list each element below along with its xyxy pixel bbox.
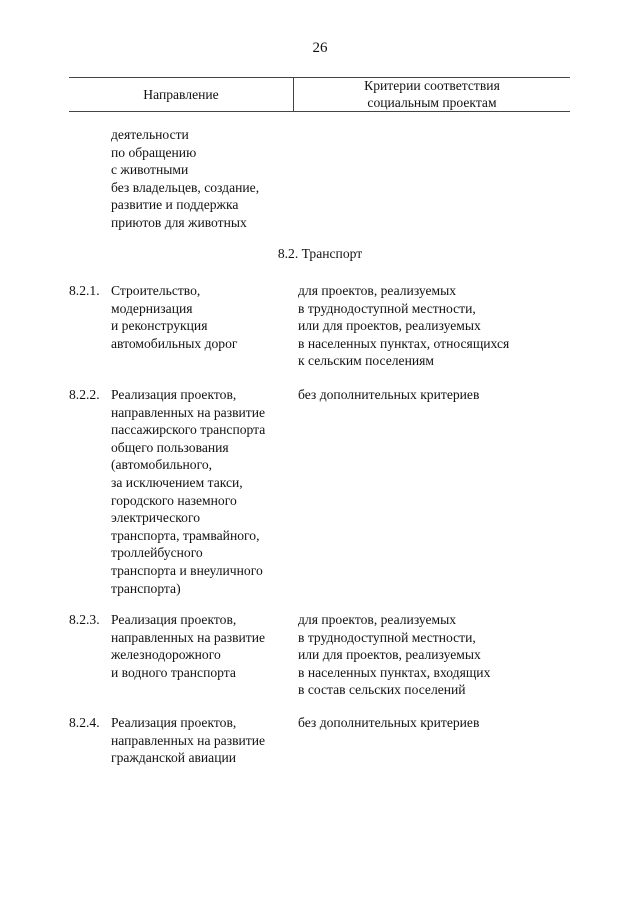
row-number: 8.2.2. [69,387,100,402]
direction-line: и водного транспорта [111,664,236,680]
direction-line: направленных на развитие [111,732,266,748]
criteria-line: без дополнительных критериев [298,387,480,402]
row-criteria [298,714,479,732]
criteria-line: к сельским поселениям [298,353,434,369]
direction-line: за исключением такси, [111,474,243,490]
direction-line: гражданской авиации [111,750,237,766]
criteria-line: в состав сельских поселений [298,682,466,698]
direction-line: модернизация [111,300,193,316]
direction-line: троллейбусного [111,545,203,561]
direction-line: городского наземного [111,492,237,508]
criteria-line: в труднодоступной местности, [298,629,476,645]
section-title: 8.2. Транспорт [277,246,363,261]
continuation-text [111,126,259,232]
row-number: 8.2.1. [69,283,100,298]
row-direction [111,714,265,767]
direction-line: направленных на развитие [111,404,266,420]
row-number: 8.2.4. [69,715,100,730]
header-criteria-line: Критерии соответствия [364,78,500,93]
direction-line: Реализация проектов, [111,387,237,402]
row-direction [111,282,237,352]
row-criteria [298,611,490,699]
direction-line: Строительство, [111,283,201,298]
continuation-line: развитие и поддержка [111,197,239,213]
row-direction [111,611,265,681]
criteria-line: в труднодоступной местности, [298,300,476,316]
criteria-line: для проектов, реализуемых [298,283,457,298]
criteria-line: без дополнительных критериев [298,715,480,730]
direction-line: железнодорожного [111,647,221,663]
direction-line: транспорта и внеуличного [111,562,263,578]
direction-line: общего пользования [111,439,229,455]
header-criteria-line: социальным проектам [367,95,497,110]
direction-line: направленных на развитие [111,629,266,645]
row-criteria [298,386,479,404]
direction-line: (автомобильного, [111,457,213,473]
criteria-line: или для проектов, реализуемых [298,647,481,663]
continuation-line: деятельности [111,127,189,142]
direction-line: транспорта) [111,580,181,596]
header-bottom-rule [69,111,570,112]
direction-line: и реконструкция [111,318,208,334]
continuation-line: с животными [111,162,189,178]
row-criteria [298,282,509,370]
page-number: 26 [312,40,328,56]
continuation-line: без владельцев, создание, [111,179,260,195]
continuation-line: приютов для животных [111,214,247,230]
criteria-line: в населенных пунктах, относящихся [298,335,510,351]
criteria-line: в населенных пунктах, входящих [298,664,491,680]
header-criteria [294,77,570,111]
direction-line: Реализация проектов, [111,715,237,730]
direction-line: транспорта, трамвайного, [111,527,260,543]
direction-line: электрического [111,510,200,526]
direction-line: автомобильных дорог [111,335,238,351]
criteria-line: или для проектов, реализуемых [298,318,481,334]
continuation-line: по обращению [111,144,197,160]
header-direction [69,77,293,111]
header-direction-label: Направление [143,86,219,102]
criteria-line: для проектов, реализуемых [298,612,457,627]
row-direction [111,386,265,597]
direction-line: Реализация проектов, [111,612,237,627]
direction-line: пассажирского транспорта [111,422,266,438]
row-number: 8.2.3. [69,612,100,627]
